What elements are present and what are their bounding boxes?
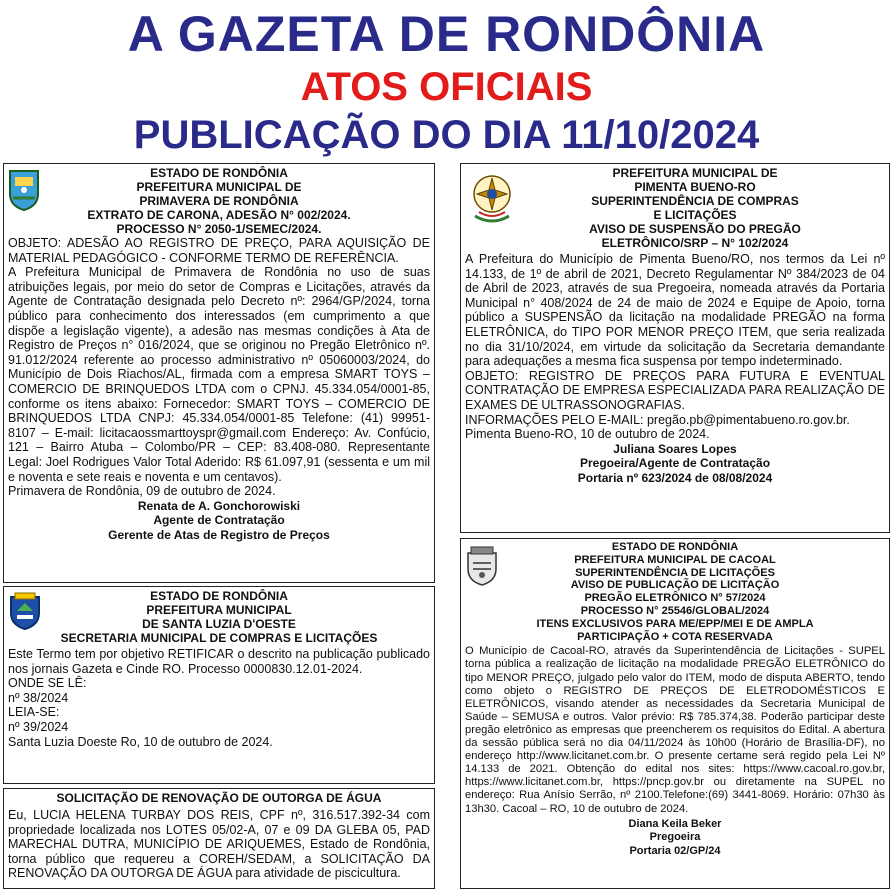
notice-cacoal: [460, 538, 890, 889]
cacoal-signature: [465, 818, 885, 859]
notice-primavera: [3, 163, 435, 583]
pimenta-date: Pimenta Bueno-RO, 10 de outubro de 2024.: [465, 427, 710, 442]
pimenta-signature: [465, 442, 885, 486]
header-line: AVISO DE SUSPENSÃO DO PREGÃO: [589, 222, 801, 236]
header-line: PARTICIPAÇÃO + COTA RESERVADA: [577, 630, 773, 643]
header-line: AVISO DE PUBLICAÇÃO DE LICITAÇÃO: [570, 579, 780, 592]
section-title: ATOS OFICIAIS: [300, 65, 593, 109]
signatory-name: Diana Keila Beker: [628, 817, 722, 830]
header-line: PROCESSO N° 25546/GLOBAL/2024: [580, 604, 770, 617]
signatory-role: Gerente de Atas de Registro de Preços: [108, 527, 330, 542]
header-line: E LICITAÇÕES: [653, 208, 737, 222]
header-line: PREFEITURA MUNICIPAL DE CACOAL: [574, 553, 776, 566]
pimenta-body: A Prefeitura do Município de Pimenta Bueno/RO, nos termos da Lei nº 14.133, de 1º de abril de 2021, Decreto Regulamentar Nº 384/2023 de 04 de Abril de 2023, através de sua Pregoeira, nomeada através da Portaria Municipal n° 408/2024 de 24 de maio de 2024 e Equipe de Apoio, torna público a SUSPENSÃO da licitação na modalidade PREGÃO na forma ELETRÔNICA, do TIPO POR MENOR PREÇO ITEM, que seria realizada no dia 31/10/2024, em virtude da solicitação da Secretaria demandante para adequações a mesma fica suspensa por tempo indeterminado.: [465, 252, 885, 369]
pimenta-bueno-coat-of-arms-icon: [469, 172, 515, 228]
text-line: Santa Luzia Doeste Ro, 10 de outubro de 2024.: [8, 734, 273, 749]
signatory-name: Renata de A. Gonchorowiski: [137, 498, 301, 513]
primavera-signature: [8, 499, 430, 543]
notice-outorga: [3, 788, 435, 889]
signatory-role: Pregoeira: [649, 831, 701, 844]
signatory-role: Portaria nº 623/2024 de 08/08/2024: [577, 470, 773, 485]
text-line: ONDE SE LÊ:: [8, 676, 87, 691]
publication-date: PUBLICAÇÃO DO DIA 11/10/2024: [133, 113, 760, 157]
header-line: PREFEITURA MUNICIPAL: [146, 603, 292, 617]
header-line: ELETRÔNICO/SRP – N° 102/2024: [601, 236, 789, 250]
santa-luzia-header: [8, 589, 430, 645]
santa-luzia-coat-of-arms-icon: [8, 591, 42, 631]
cacoal-header: [465, 541, 885, 643]
pimenta-objeto: OBJETO: REGISTRO DE PREÇOS PARA FUTURA E EVENTUAL CONTRATAÇÃO DE EMPRESA ESPECIALIZADA PARA REALIZAÇÃO DE EXAMES DE ULTRASSONOGRAFIAS.: [465, 368, 885, 412]
header-line: SUPERINTENDÊNCIA DE LICITAÇÕES: [575, 566, 775, 579]
header-line: PREFEITURA MUNICIPAL DE: [136, 180, 302, 194]
header-line: EXTRATO DE CARONA, ADESÃO N° 002/2024.: [87, 208, 351, 222]
newspaper-title: A GAZETA DE RONDÔNIA: [127, 6, 766, 62]
header-line: SUPERINTENDÊNCIA DE COMPRAS: [591, 194, 799, 208]
header-line: ITENS EXCLUSIVOS PARA ME/EPP/MEI E DE AMPLA: [536, 617, 814, 630]
santa-luzia-lines: [8, 676, 430, 749]
santa-luzia-body: Este Termo tem por objetivo RETIFICAR o descrito na publicação publicado nos jornais Gazeta e Cinde RO. Processo 0000830.12.01-2024.: [8, 647, 430, 676]
text-line: nº 39/2024: [8, 719, 69, 734]
masthead: [0, 0, 893, 160]
cacoal-body: O Município de Cacoal-RO, através da Superintendência de Licitações - SUPEL torna pública a realização de licitação na modalidade PREGÃO ELETRÔNICO do tipo MENOR PREÇO, julgado pelo valor do ITEM, modo de disputa ABERTO, tendo como objeto o REGISTRO DE PREÇOS DE ELETRODOMÉSTICOS E ELETRÔNICOS, visando atender as necessidades da Secretaria Municipal de Saúde – SEMUSA e outros. Valor prévio: R$ 785.374,38. Poderão participar deste pregão eletrônico as empresas que preencherem os requisitos do Edital. A abertura da sessão pública será no dia 04/11/2024 às 10h00 (Horário de Brasília-DF), no endereço http://www.licitanet.com.br. O presente certame será regido pela Lei Nº 14.133 de 2021. Obtenção do edital nos sites: https://www.cacoal.ro.gov.br, https://www.licitanet.com.br, https://pncp.gov.br ou diretamente na SUPEL no endereço: Rua Anísio Serrão, nº 2100.Telefone:(69) 3441-8069. Horário: 07h30 às 13h30. Cacoal – RO, 10 de outubro de 2024.: [465, 645, 885, 815]
header-line: PRIMAVERA DE RONDÔNIA: [139, 194, 299, 208]
primavera-coat-of-arms-icon: [7, 168, 41, 212]
header-line: PIMENTA BUENO-RO: [634, 180, 756, 194]
text-line: LEIA-SE:: [8, 705, 60, 720]
header-line: ESTADO DE RONDÔNIA: [150, 589, 288, 603]
header-line: PREGÃO ELETRÔNICO N° 57/2024: [584, 592, 766, 605]
text-line: nº 38/2024: [8, 690, 69, 705]
pimenta-info: INFORMAÇÕES PELO E-MAIL: pregão.pb@pimentabueno.ro.gov.br.: [465, 412, 850, 427]
cacoal-coat-of-arms-icon: [465, 545, 499, 587]
header-line: DE SANTA LUZIA D'OESTE: [142, 617, 296, 631]
header-line: ESTADO DE RONDÔNIA: [611, 541, 739, 553]
header-line: SECRETARIA MUNICIPAL DE COMPRAS E LICITAÇÕES: [60, 631, 378, 645]
header-line: PREFEITURA MUNICIPAL DE: [612, 166, 778, 180]
outorga-header: SOLICITAÇÃO DE RENOVAÇÃO DE OUTORGA DE ÁGUA: [56, 791, 382, 805]
primavera-objeto: OBJETO: ADESÃO AO REGISTRO DE PREÇO, PARA AQUISIÇÃO DE MATERIAL PEDAGÓGICO - CONFORME TERMO DE REFERÊNCIA.: [8, 236, 430, 265]
primavera-header: [8, 166, 430, 236]
primavera-body: A Prefeitura Municipal de Primavera de Rondônia no uso de suas atribuições legais, por meio do setor de Compras e Licitações, através da Agente de Contratação designada pelo Decreto nº: 2964/GP/2024, torna público para conhecimento dos interessados (em cumprimento a que dispõe a legislação vigente), a adesão nas mesmas condições à Ata de Registro de Preços n° 016/2024, que se originou no Pregão Eletrônico nº. 91.012/2024 referente ao processo administrativo nº 05060003/2024, do Município de Dois Riachos/AL, firmada com a empresa SMART TOYS – COMERCIO DE BRINQUEDOS LTDA com o CPNJ. 45.334.054/0001-85, conforme os itens abaixo: Fornecedor: SMART TOYS – COMERCIO DE BRINQUEDOS LTDA CNPJ: 45.334.054/0001-85 Telefone: (41) 99951-8107 – E-mail: licitacaossmarttoyspr@gmail.com Endereço: Av. Confúcio, 121 – Bairro Atuba – Colombo/PR – CEP: 83.408-080. Representante Legal: Joel Rodrigues Valor Total Aderido: R$ 61.097,91 (sessenta e um mil e noventa e sete reais e noventa e um centavos).: [8, 265, 430, 484]
signatory-role: Pregoeira/Agente de Contratação: [579, 456, 771, 471]
header-line: PROCESSO N° 2050-1/SEMEC/2024.: [116, 222, 322, 236]
notice-pimenta-bueno: [460, 163, 890, 533]
signatory-role: Agente de Contratação: [153, 513, 285, 528]
pimenta-header: [465, 166, 885, 250]
header-line: ESTADO DE RONDÔNIA: [150, 166, 288, 180]
primavera-date: Primavera de Rondônia, 09 de outubro de 2024.: [8, 484, 276, 499]
signatory-role: Portaria 02/GP/24: [629, 844, 721, 857]
notice-santa-luzia: [3, 586, 435, 784]
outorga-body: Eu, LUCIA HELENA TURBAY DOS REIS, CPF nº, 316.517.392-34 com propriedade localizada nos LOTES 05/02-A, 07 e 09 DA GLEBA 05, PAD MARECHAL DUTRA, MUNICÍPIO DE ARIQUEMES, Estado de Rondônia, torna público que requereu a COREH/SEDAM, a SOLICITAÇÃO DA RENOVAÇÃO DA OUTORGA DE ÁGUA para atividade de piscicultura.: [8, 808, 430, 881]
signatory-name: Juliana Soares Lopes: [613, 441, 737, 456]
